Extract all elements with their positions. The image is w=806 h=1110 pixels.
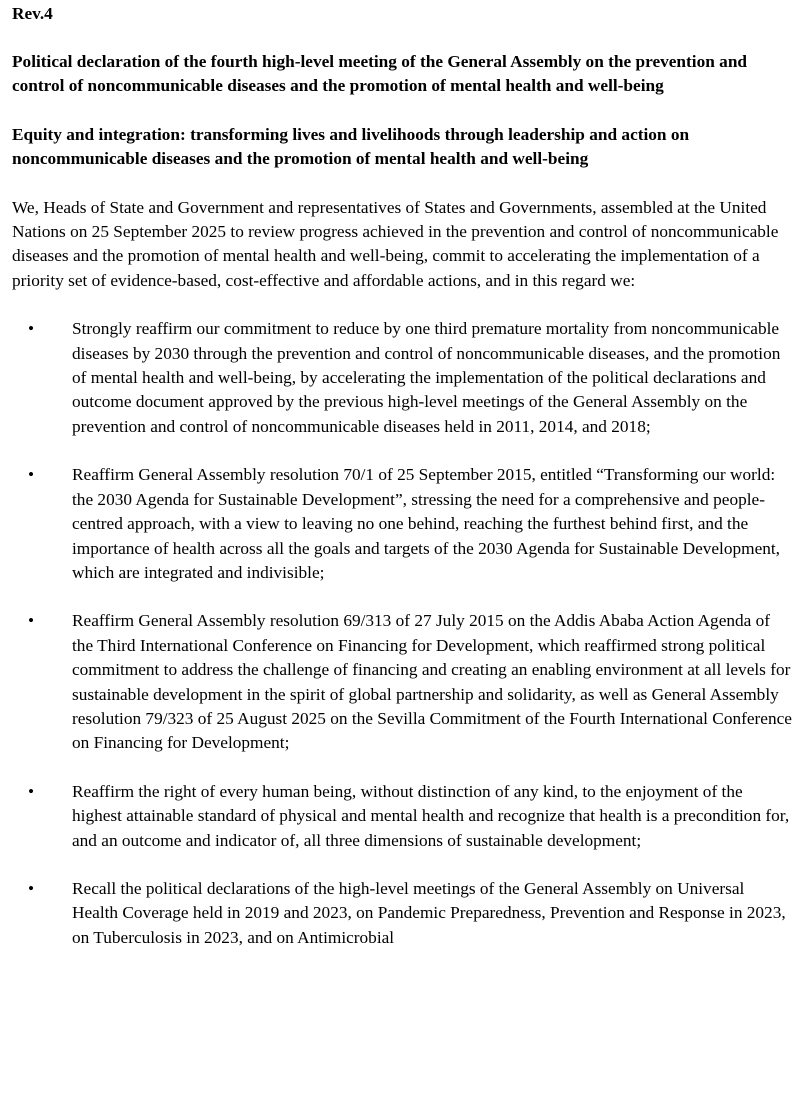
bullet-icon: • <box>28 611 35 631</box>
list-item <box>12 609 792 755</box>
bullet-icon: • <box>28 878 35 898</box>
bullet-icon: • <box>28 781 35 801</box>
bullet-icon: • <box>28 319 35 339</box>
intro-paragraph: We, Heads of State and Government and representatives of States and Governments, assembled at the United Nations on 25 September 2025 to review progress achieved in the prevention and control of noncommunicable diseases and the promotion of mental health and well-being, commit to accelerating the implementation of a priority set of evidence-based, cost-effective and affordable actions, and in this regard we: <box>12 197 779 290</box>
list-item-text: Recall the political declarations of the high-level meetings of the General Assembly on Universal Health Coverage held in 2019 and 2023, on Pandemic Preparedness, Prevention and Response in 2023, on Tuberculosis in 2023, and on Antimicrobial <box>72 878 786 947</box>
list-item <box>12 463 792 585</box>
list-item <box>12 877 792 950</box>
document-page <box>12 2 792 974</box>
commitments-list <box>12 317 792 950</box>
list-item-text: Reaffirm the right of every human being, without distinction of any kind, to the enjoyment of the highest attainable standard of physical and mental health and recognize that health is a precondition for, and an outcome and indicator of, all three dimensions of sustainable development; <box>72 781 790 850</box>
list-item-text: Reaffirm General Assembly resolution 69/313 of 27 July 2015 on the Addis Ababa Action Agenda of the Third International Conference on Financing for Development, which reaffirmed strong political commitment to address the challenge of financing and creating an enabling environment at all levels for sustainable development in the spirit of global partnership and solidarity, as well as General Assembly resolution 79/323 of 25 August 2025 on the Sevilla Commitment of the Fourth International Conference on Financing for Development; <box>72 611 792 753</box>
document-title: Political declaration of the fourth high-level meeting of the General Assembly on the prevention and control of noncommunicable diseases and the promotion of mental health and well-being <box>12 52 748 96</box>
list-item <box>12 317 792 439</box>
bullet-icon: • <box>28 465 35 485</box>
revision-label: Rev.4 <box>12 4 53 23</box>
list-item-text: Strongly reaffirm our commitment to reduce by one third premature mortality from noncommunicable diseases by 2030 through the prevention and control of noncommunicable diseases, and the promotion of mental health and well-being, by accelerating the implementation of the political declarations and outcome document approved by the previous high-level meetings of the General Assembly on the prevention and control of noncommunicable diseases held in 2011, 2014, and 2018; <box>72 319 781 436</box>
document-subtitle: Equity and integration: transforming lives and livelihoods through leadership and action on noncommunicable diseases and the promotion of mental health and well-being <box>12 124 690 169</box>
list-item-text: Reaffirm General Assembly resolution 70/1 of 25 September 2015, entitled “Transforming our world: the 2030 Agenda for Sustainable Development”, stressing the need for a comprehensive and people-centred approach, with a view to leaving no one behind, reaching the furthest behind first, and the importance of health across all the goals and targets of the 2030 Agenda for Sustainable Development, which are integrated and indivisible; <box>72 465 781 582</box>
list-item <box>12 780 792 853</box>
